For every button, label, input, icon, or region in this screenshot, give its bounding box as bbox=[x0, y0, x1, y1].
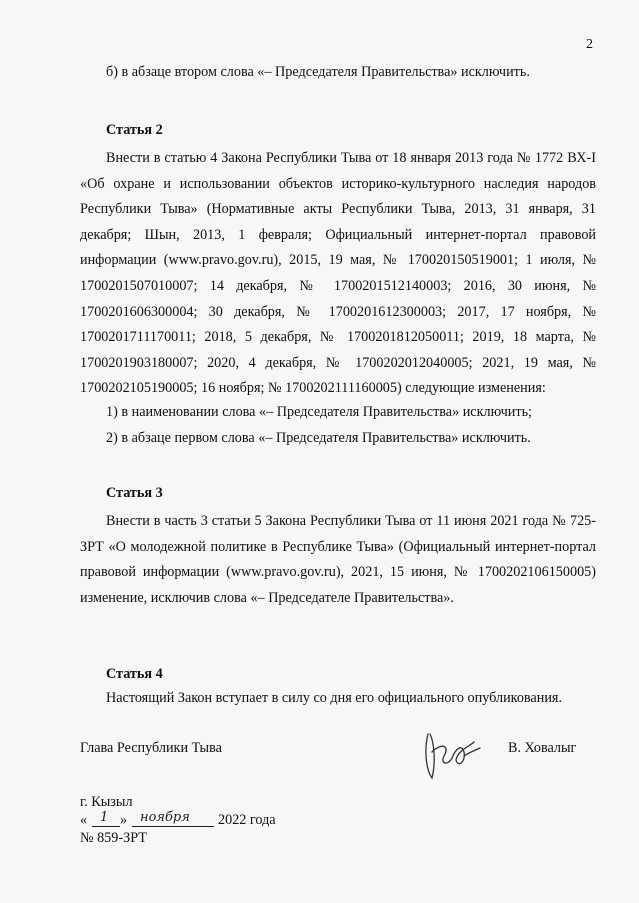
date-month: ноября bbox=[140, 810, 190, 825]
law-number: № 859-ЗРТ bbox=[80, 830, 147, 846]
intro-line: б) в абзаце втором слова «– Председателя Правительства» исключить. bbox=[106, 64, 530, 80]
date-open-quote: « bbox=[80, 812, 88, 828]
date-close-quote: » bbox=[120, 812, 128, 828]
date-year: 2022 года bbox=[218, 812, 276, 828]
article-3-heading: Статья 3 bbox=[106, 485, 163, 501]
city: г. Кызыл bbox=[80, 794, 133, 810]
article-2-item-1: 1) в наименовании слова «– Председателя Правительства» исключить; bbox=[106, 404, 532, 420]
article-2-heading: Статья 2 bbox=[106, 122, 163, 138]
date-day: 1 bbox=[100, 810, 109, 825]
date-month-underline bbox=[132, 826, 214, 827]
article-2-item-2: 2) в абзаце первом слова «– Председателя Правительства» исключить. bbox=[106, 430, 531, 446]
handwritten-signature bbox=[418, 722, 488, 786]
date-day-underline bbox=[92, 826, 120, 827]
page-number: 2 bbox=[586, 37, 593, 52]
article-3-body: Внести в часть 3 статьи 5 Закона Республики Тыва от 11 июня 2021 года № 725-ЗРТ «О молодежной политике в Республике Тыва» (Официальный интернет-портал правовой информации (www.pravo.gov.ru), 2021, 15 июня, № 1700202106150005) изменение, исключив слова «– Председателе Правительства». bbox=[80, 513, 596, 606]
article-4-heading: Статья 4 bbox=[106, 666, 163, 682]
article-2-body: Внести в статью 4 Закона Республики Тыва от 18 января 2013 года № 1772 ВХ-I «Об охране и использовании объектов историко-культурного наследия народов Республики Тыва» (Нормативные акты Республики Тыва, 2013, 31 января, 31 декабря; Шын, 2013, 1 февраля; Официальный интернет-портал правовой информации (www.pravo.gov.ru), 2015, 19 мая, № 170020150519001; 1 июля, № 1700201507010007; 14 декабря, № 1700201512140003; 2016, 30 июня, № 1700201606300004; 30 декабря, № 1700201612300003; 2017, 17 ноября, № 1700201711170011; 2018, 5 декабря, № 1700201812050011; 2019, 18 марта, № 1700201903180007; 2020, 4 декабря, № 1700202012040005; 2021, 19 мая, № 1700202105190005; 16 ноября; № 1700202111160005) следующие изменения: bbox=[80, 150, 596, 397]
article-4-body: Настоящий Закон вступает в силу со дня его официального опубликования. bbox=[106, 690, 562, 706]
signatory-title: Глава Республики Тыва bbox=[80, 740, 222, 756]
signatory-name: В. Ховалыг bbox=[508, 740, 577, 756]
